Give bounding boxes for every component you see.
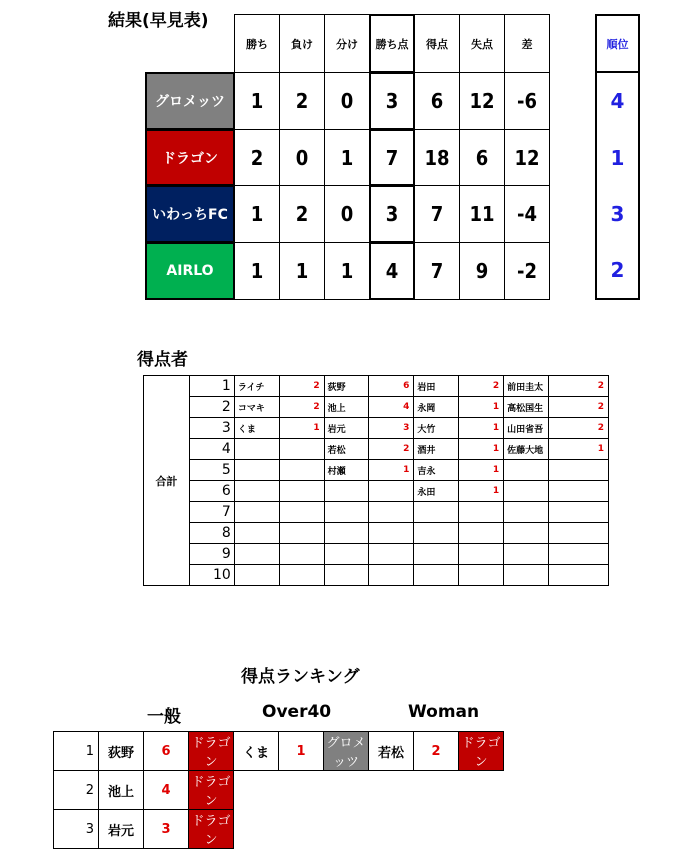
scorer-goals: 2 [459,376,504,397]
column-header: 勝ち [234,14,280,73]
scorer-goals [549,481,609,502]
scorer-name: 高松国生 [504,397,549,418]
scorer-name: 山田省吾 [504,418,549,439]
scorer-row [144,439,609,460]
stat-value: 7 [414,185,460,243]
empty-cell [279,771,324,810]
ranking-row [54,732,504,771]
player-name: 荻野 [99,732,144,771]
row-number: 4 [189,439,234,460]
scorer-row [144,523,609,544]
scorer-row [144,481,609,502]
stat-value: 18 [414,129,460,186]
team-name: いわっちFC [145,185,235,243]
scorers-table [143,375,609,586]
empty-cell [369,810,414,849]
scorer-row [144,565,609,586]
empty-cell [324,771,369,810]
scorer-goals [459,544,504,565]
scorer-goals: 2 [279,397,324,418]
scorer-goals [549,565,609,586]
results-title: 結果(早見表) [108,11,209,31]
player-goals: 1 [279,732,324,771]
category-woman: Woman [408,702,480,722]
scorer-name [504,460,549,481]
scorer-name [234,460,279,481]
player-goals: 6 [144,732,189,771]
scorer-goals [279,502,324,523]
empty-cell [414,771,459,810]
scorer-goals [279,439,324,460]
team-badge: ドラゴン [459,732,504,771]
stat-value: 9 [459,242,505,300]
rank-header: 順位 [595,14,640,73]
stat-value: 0 [324,72,370,130]
stat-value: 12 [504,129,550,186]
scorer-name: くま [234,418,279,439]
rank-position: 2 [54,771,99,810]
scorer-goals: 2 [549,418,609,439]
row-number: 1 [189,376,234,397]
scorer-goals: 1 [459,481,504,502]
scorer-goals: 2 [279,376,324,397]
scorer-name: 永田 [414,481,459,502]
stat-value: 2 [234,129,280,186]
scorer-goals [279,523,324,544]
scorer-name [234,565,279,586]
scorer-name [504,544,549,565]
column-header: 失点 [459,14,505,73]
column-header: 分け [324,14,370,73]
row-number: 7 [189,502,234,523]
scorer-goals [459,502,504,523]
row-number: 6 [189,481,234,502]
scorer-name [234,544,279,565]
scorer-name [504,502,549,523]
stat-value: 1 [324,242,370,300]
player-name: 若松 [369,732,414,771]
ranking-table [53,731,504,849]
scorer-goals [369,544,414,565]
empty-cell [234,810,279,849]
stat-value: 7 [414,242,460,300]
rank-value: 4 [595,72,640,130]
row-number: 3 [189,418,234,439]
scorer-goals: 6 [369,376,414,397]
stat-value: 4 [369,242,415,300]
rank-value: 3 [595,185,640,243]
scorer-goals [459,565,504,586]
team-badge: ドラゴン [189,771,234,810]
ranking-row [54,771,504,810]
rank-position: 3 [54,810,99,849]
scorer-name [324,502,369,523]
ranking-title: 得点ランキング [241,667,360,687]
scorer-goals: 4 [369,397,414,418]
column-header: 差 [504,14,550,73]
row-number: 5 [189,460,234,481]
scorer-name [414,544,459,565]
category-general: 一般 [147,707,181,727]
empty-cell [279,810,324,849]
scorer-name [504,565,549,586]
scorer-goals [549,460,609,481]
scorer-goals [369,565,414,586]
stat-value: 2 [279,72,325,130]
team-badge: ドラゴン [189,810,234,849]
scorer-goals: 1 [459,418,504,439]
empty-cell [459,810,504,849]
scorer-goals [549,544,609,565]
row-number: 2 [189,397,234,418]
scorer-goals: 1 [369,460,414,481]
stat-value: 3 [369,72,415,130]
empty-cell [234,771,279,810]
stat-value: 6 [414,72,460,130]
scorer-goals [549,502,609,523]
scorer-name [414,523,459,544]
empty-cell [414,810,459,849]
team-name: AIRLO [145,242,235,300]
stat-value: 0 [324,185,370,243]
player-goals: 2 [414,732,459,771]
scorer-row [144,397,609,418]
scorer-goals: 1 [279,418,324,439]
row-number: 8 [189,523,234,544]
stat-value: 1 [279,242,325,300]
team-badge: グロメッツ [324,732,369,771]
scorer-goals: 2 [549,397,609,418]
scorer-name: 佐藤大地 [504,439,549,460]
scorer-name: ライチ [234,376,279,397]
scorer-name: 村瀬 [324,460,369,481]
stat-value: 0 [279,129,325,186]
scorer-goals [459,523,504,544]
stat-value: 1 [324,129,370,186]
team-name: グロメッツ [145,72,235,130]
scorer-name: コマキ [234,397,279,418]
player-goals: 3 [144,810,189,849]
stat-value: -4 [504,185,550,243]
scorer-goals [279,565,324,586]
scorer-goals: 1 [549,439,609,460]
scorer-name: 岩元 [324,418,369,439]
scorer-goals [369,481,414,502]
column-header: 得点 [414,14,460,73]
empty-cell [324,810,369,849]
player-name: 岩元 [99,810,144,849]
empty-cell [369,771,414,810]
scorer-name [234,523,279,544]
empty-cell [459,771,504,810]
scorer-name: 前田圭太 [504,376,549,397]
scorer-goals [279,481,324,502]
scorer-goals [369,502,414,523]
scorer-name: 吉永 [414,460,459,481]
scorer-row [144,418,609,439]
team-badge: ドラゴン [189,732,234,771]
scorer-name [234,502,279,523]
scorer-name: 大竹 [414,418,459,439]
scorer-name [234,481,279,502]
scorer-goals [279,460,324,481]
stat-value: 7 [369,129,415,186]
scorer-name: 若松 [324,439,369,460]
ranking-row [54,810,504,849]
scorer-name [324,565,369,586]
stat-value: 2 [279,185,325,243]
scorer-goals [279,544,324,565]
scorer-goals: 3 [369,418,414,439]
stat-value: 1 [234,72,280,130]
player-goals: 4 [144,771,189,810]
column-header: 負け [279,14,325,73]
scorer-name: 永岡 [414,397,459,418]
scorer-name [324,523,369,544]
scorer-name: 酒井 [414,439,459,460]
player-name: 池上 [99,771,144,810]
scorer-goals: 1 [459,439,504,460]
scorers-title: 得点者 [137,350,188,370]
player-name: くま [234,732,279,771]
scorer-goals: 1 [459,397,504,418]
stat-value: 1 [234,185,280,243]
stat-value: -2 [504,242,550,300]
stat-value: 11 [459,185,505,243]
stat-value: 3 [369,185,415,243]
column-header: 勝ち点 [369,14,415,73]
rank-value: 2 [595,242,640,300]
scorer-goals: 1 [459,460,504,481]
row-number: 10 [189,565,234,586]
scorer-name: 荻野 [324,376,369,397]
scorer-row [144,502,609,523]
scorer-name [324,544,369,565]
stat-value: 6 [459,129,505,186]
scorer-row [144,376,609,397]
rank-position: 1 [54,732,99,771]
scorer-goals: 2 [549,376,609,397]
stat-value: -6 [504,72,550,130]
scorer-goals: 2 [369,439,414,460]
scorer-row [144,544,609,565]
row-number: 9 [189,544,234,565]
scorer-name [414,565,459,586]
scorer-name [324,481,369,502]
stat-value: 12 [459,72,505,130]
scorer-name [234,439,279,460]
scorer-name: 池上 [324,397,369,418]
scorer-name [504,481,549,502]
scorer-goals [549,523,609,544]
scorer-name [504,523,549,544]
stat-value: 1 [234,242,280,300]
scorer-goals [369,523,414,544]
scorer-name: 岩田 [414,376,459,397]
rank-value: 1 [595,129,640,186]
category-over40: Over40 [262,702,332,722]
total-label: 合計 [144,376,190,586]
scorer-row [144,460,609,481]
team-name: ドラゴン [145,129,235,186]
scorer-name [414,502,459,523]
